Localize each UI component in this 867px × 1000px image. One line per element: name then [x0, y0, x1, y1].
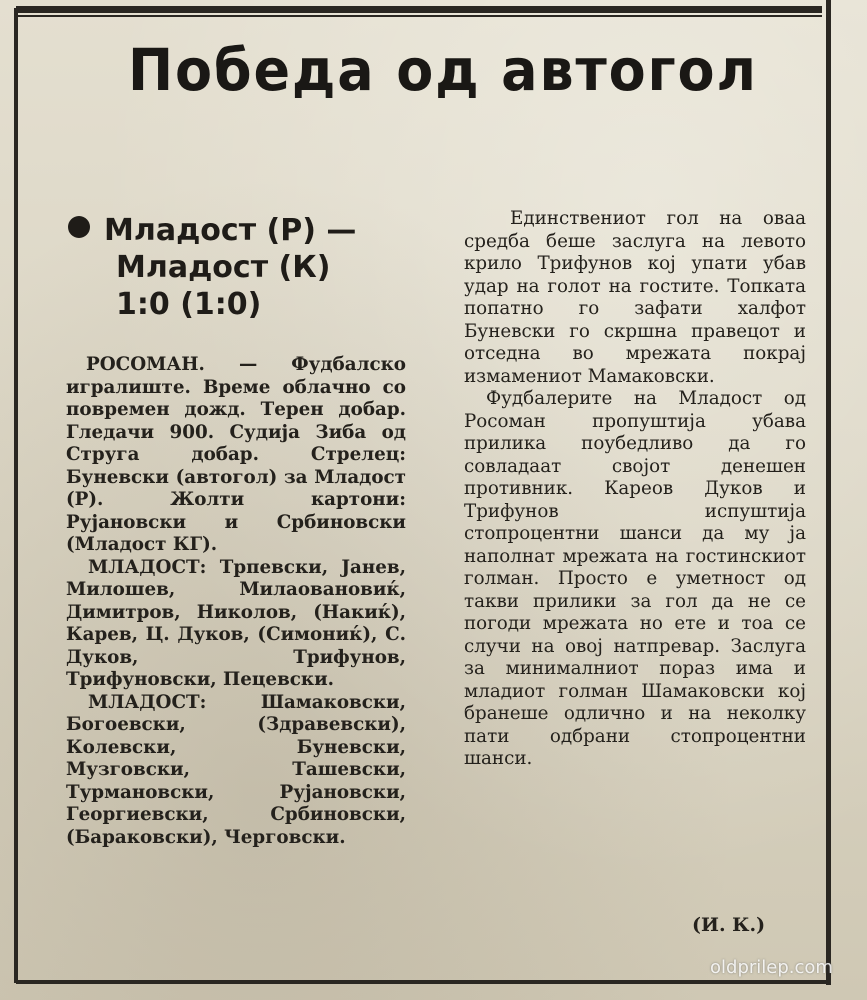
goal-description-paragraph: Единствениот гол на оваа средба беше заслуга на левото крило Трифунов кој упати убав удар на голот на гостите. Топката попатно го зафати халфот Буневски го скршна правецот и отседна во мрежата покрај измамениот Мамаковски. — [464, 208, 806, 387]
away-lineup-paragraph: МЛАДОСТ: Шамаковски, Богоевски, (Здравевски), Колевски, Буневски, Музговски, Ташевски, Турмановски, Рујановски, Георгиевски, Србиновски, (Бараковски), Черговски. — [66, 691, 406, 848]
match-report-paragraph: РОСОМАН. — Фудбалско игралиште. Време облачно со повремен дожд. Терен добар. Гледачи 900. Судија Зиба од Струга добар. Стрелец: Буневски (автогол) за Младост (Р). Жолти картони: Рујановски и Србиновски (Младост КГ). — [66, 354, 406, 555]
home-lineup-paragraph: МЛАДОСТ: Трпевски, Јанев, Милошев, Милаовановиќ, Димитров, Николов, (Накиќ), Карев, Ц. Дуков, (Симониќ), С. Дуков, Трифунов, Трифуновски, Пецевски. — [66, 556, 406, 690]
bottom-border-rule — [16, 980, 828, 984]
right-border-rule — [826, 0, 831, 985]
top-border-rule-thin — [16, 15, 822, 17]
match-line-away: Младост (К) — [116, 250, 331, 285]
author-signature: (И. К.) — [692, 914, 766, 936]
left-column — [66, 354, 406, 849]
site-watermark: oldprilep.com — [710, 957, 833, 978]
match-line-home — [68, 212, 356, 249]
left-border-rule — [14, 8, 18, 983]
match-score: 1:0 (1:0) — [116, 287, 262, 322]
right-column — [464, 208, 806, 771]
missed-chances-paragraph: Фудбалерите на Младост од Росоман пропуштија убава прилика поубедливо да го совладаат својот денешен противник. Кареов Дуков и Трифунов испуштија стопроцентни шанси да му ја наполнат мрежата на гостинскиот голман. Просто е уметност од такви прилики за гол да не се погоди мрежата но ете и тоа се случи на овој натпревар. Заслуга за минималниот пораз има и младиот голман Шамаковски кој бранеше одлично и на неколку пати одбрани стопроцентни шанси. — [464, 388, 806, 769]
match-result — [68, 212, 356, 323]
top-border-rule — [16, 6, 822, 13]
home-team: Младост (Р) — — [104, 213, 357, 248]
article-headline: Победа од автогол — [128, 36, 758, 104]
bullet-icon — [68, 216, 90, 238]
